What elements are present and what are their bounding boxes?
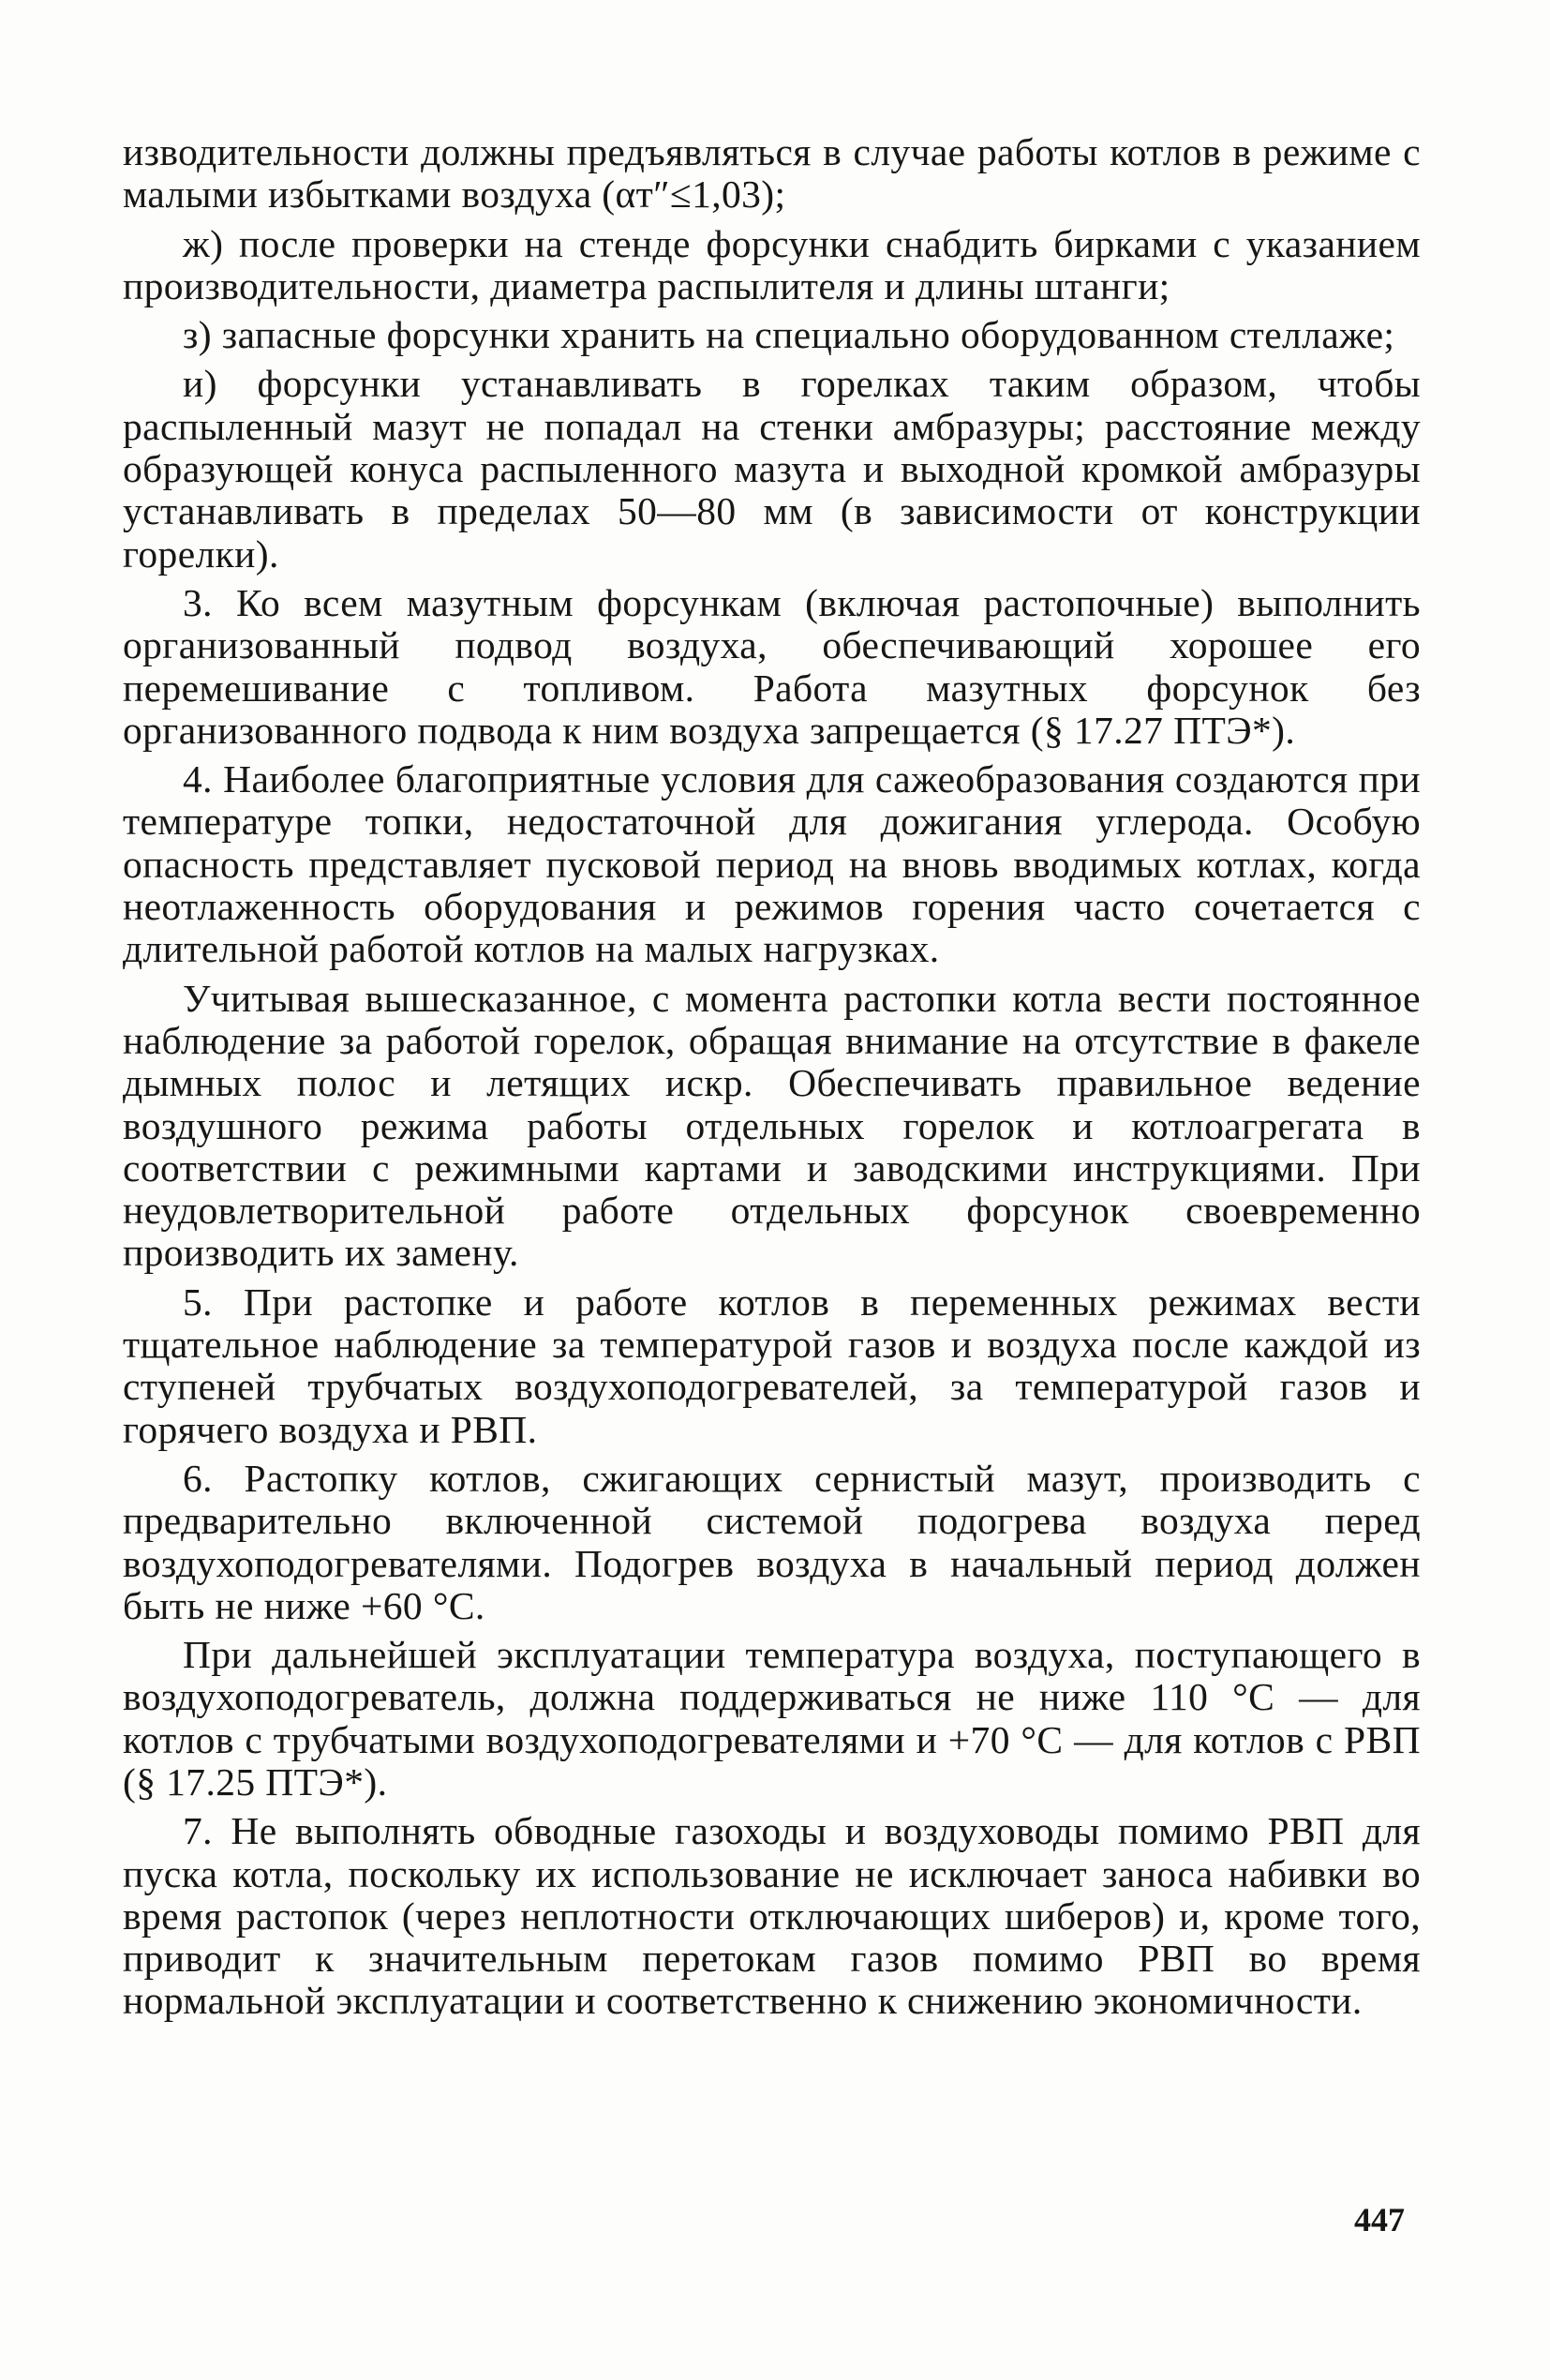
paragraph-continuation: изводительности должны предъявляться в случае работы котлов в режиме с малыми избытками воздуха (αт″≤1,03); xyxy=(123,130,1421,217)
page-number: 447 xyxy=(1354,2201,1405,2238)
paragraph-item-zh: ж) после проверки на стенде форсунки снабдить бирками с указанием производительности, диаметра распылителя и длины штанги; xyxy=(123,221,1421,307)
paragraph-item-i: и) форсунки устанавливать в горелках таким образом, чтобы распыленный мазут не попадал на стенки амбразуры; расстояние между образующей конуса распыленного мазута и выходной кромкой амбразуры устанавливать в пределах 50—80 мм (в зависимости от конструкции горелки). xyxy=(123,362,1421,576)
paragraph-item-4-continued: Учитывая вышесказанное, с момента растопки котла вести постоянное наблюдение за работой горелок, обращая внимание на отсутствие в факеле дымных полос и летящих искр. Обеспечивать правильное ведение воздушного режима работы отдельных горелок и котлоагрегата в соответствии с режимными картами и заводскими инструкциями. При неудовлетворительной работе отдельных форсунок своевременно производить их замену. xyxy=(123,976,1421,1275)
paragraph-item-3: 3. Ко всем мазутным форсункам (включая растопочные) выполнить организованный подвод воздуха, обеспечивающий хорошее его перемешивание с топливом. Работа мазутных форсунок без организованного подвода к ним воздуха запрещается (§ 17.27 ПТЭ*). xyxy=(123,580,1421,752)
paragraph-item-5: 5. При растопке и работе котлов в переменных режимах вести тщательное наблюдение за температурой газов и воздуха после каждой из ступеней трубчатых воздухоподогревателей, за температурой газов и горячего воздуха и РВП. xyxy=(123,1280,1421,1451)
paragraph-item-6-continued: При дальнейшей эксплуатации температура воздуха, поступающего в воздухоподогреватель, должна поддерживаться не ниже 110 °С — для котлов с трубчатыми воздухоподогревателями и +70 °С — для котлов с РВП (§ 17.25 ПТЭ*). xyxy=(123,1633,1421,1804)
paragraph-item-6: 6. Растопку котлов, сжигающих сернистый мазут, производить с предварительно включенной системой подогрева воздуха перед воздухоподогревателями. Подогрев воздуха в начальный период должен быть не ниже +60 °С. xyxy=(123,1456,1421,1627)
paragraph-item-7: 7. Не выполнять обводные газоходы и воздуховоды помимо РВП для пуска котла, поскольку их использование не исключает заноса набивки во время растопок (через неплотности отключающих шиберов) и, кроме того, приводит к значительным перетокам газов помимо РВП во время нормальной эксплуатации и соответственно к снижению экономичности. xyxy=(123,1809,1421,2023)
paragraph-item-z: з) запасные форсунки хранить на специально оборудованном стеллаже; xyxy=(183,313,1395,357)
body-text xyxy=(123,131,1421,2029)
paragraph-item-4: 4. Наиболее благоприятные условия для сажеобразования создаются при температуре топки, недостаточной для дожигания углерода. Особую опасность представляет пусковой период на вновь вводимых котлах, когда неотлаженность оборудования и режимов горения часто сочетается с длительной работой котлов на малых нагрузках. xyxy=(123,757,1421,971)
